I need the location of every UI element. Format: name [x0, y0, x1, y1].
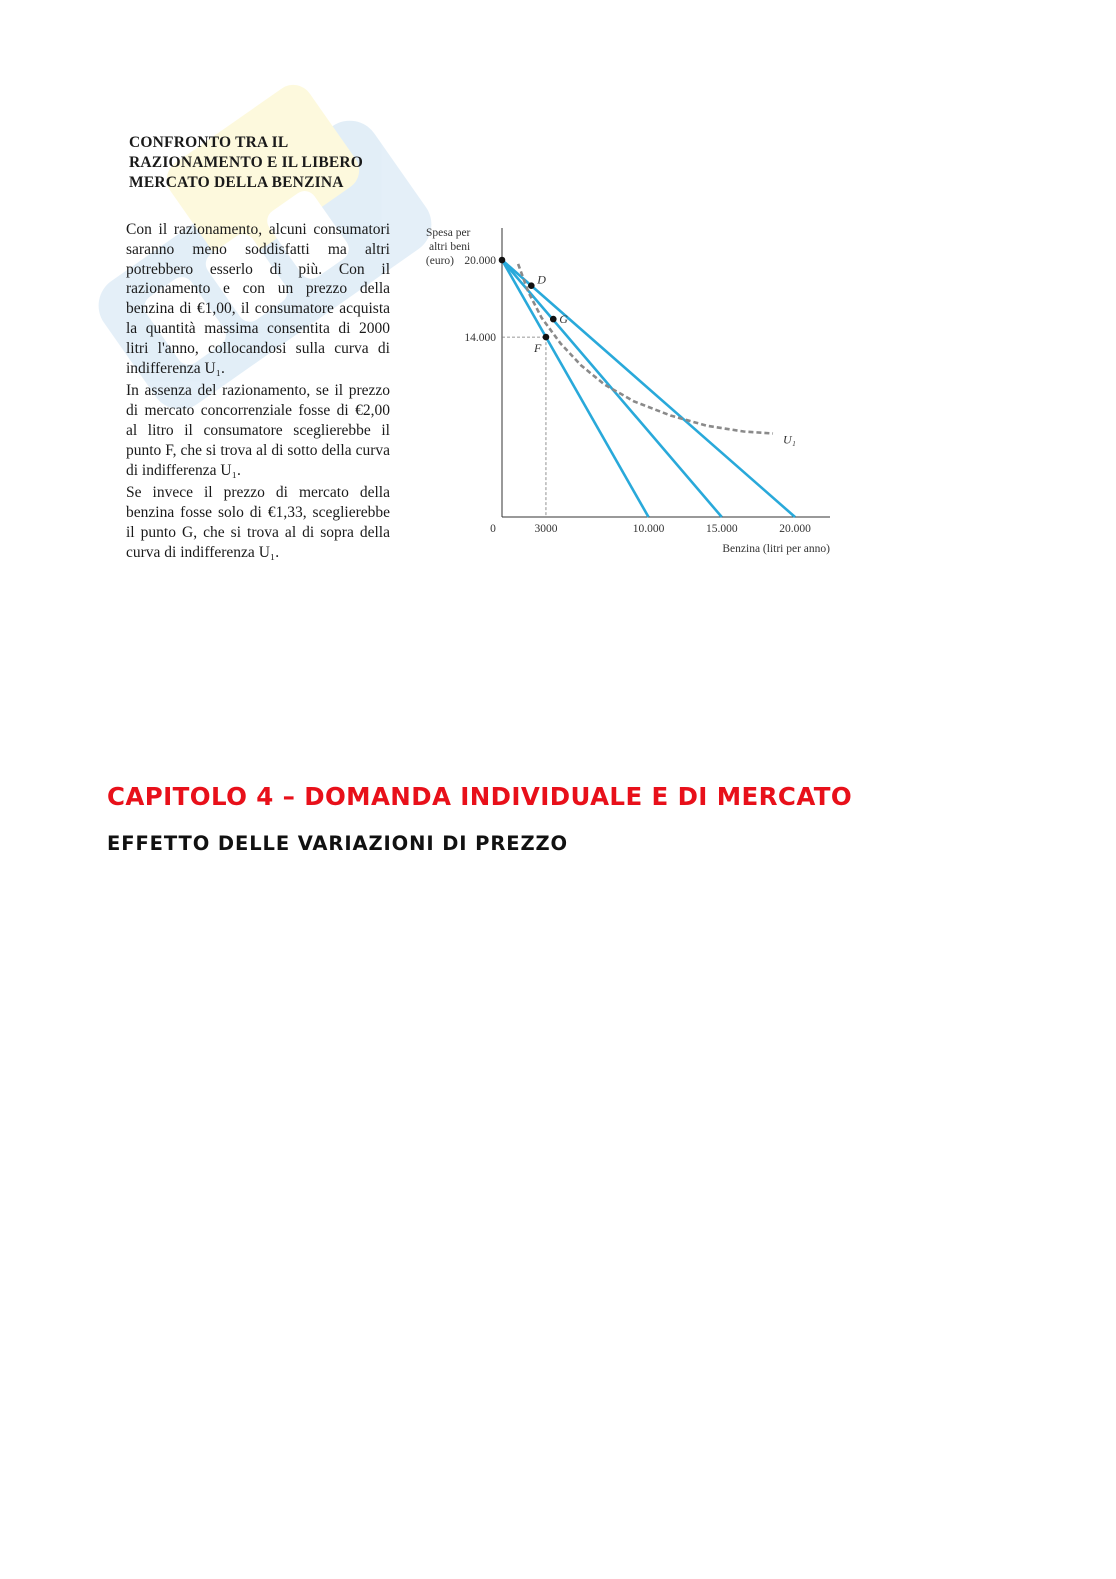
- budget-line: [502, 260, 722, 517]
- x-tick-label: 3000: [534, 523, 558, 535]
- rationing-chart: [395, 220, 840, 565]
- chart-axes: [502, 228, 830, 517]
- chart-labels: [426, 227, 830, 555]
- point-label: F: [533, 341, 542, 356]
- point-marker: [499, 257, 506, 264]
- point-label: G: [559, 312, 568, 327]
- section-title: EFFETTO DELLE VARIAZIONI DI PREZZO: [107, 832, 569, 855]
- y-axis-label: (euro): [425, 255, 454, 267]
- caption-paragraph: Con il razionamento, alcuni consumatori saranno meno soddisfatti ma altri potrebbero esserlo di più. Con il razionamento e con un prezzo della benzina di €1,00, il consumatore acquista la quantità massima consentita di 2000 litri l'anno, collocandosi sulla curva di indifferenza U₁.: [126, 221, 390, 377]
- y-axis-label: Spesa per: [426, 227, 471, 239]
- figure-title: CONFRONTO TRA IL RAZIONAMENTO E IL LIBERO MERCATO DELLA BENZINA: [129, 134, 364, 191]
- point-marker: [543, 334, 550, 341]
- origin-label: 0: [490, 523, 496, 535]
- x-tick-label: 10.000: [632, 523, 665, 535]
- budget-line: [502, 260, 649, 517]
- y-tick-label: 20.000: [464, 255, 496, 267]
- point-label: D: [537, 272, 546, 287]
- y-axis-label: altri beni: [429, 241, 471, 253]
- point-marker: [550, 316, 557, 323]
- figure-caption: [126, 220, 390, 566]
- x-axis-label: Benzina (litri per anno): [722, 543, 830, 555]
- point-marker: [528, 282, 535, 289]
- indifference-curve: [518, 264, 773, 434]
- chart-guides: [502, 337, 546, 517]
- chapter-title: CAPITOLO 4 – DOMANDA INDIVIDUALE E DI MERCATO: [107, 782, 853, 811]
- y-tick-label: 14.000: [464, 332, 496, 345]
- caption-paragraph: Se invece il prezzo di mercato della benzina fosse solo di €1,33, sceglierebbe il punto G, che si trova al di sopra della curva di indifferenza U₁.: [126, 484, 390, 561]
- x-tick-label: 20.000: [779, 523, 811, 535]
- curve-label: U₁: [783, 432, 796, 447]
- x-tick-label: 15.000: [705, 523, 738, 535]
- indifference-curve-group: [518, 264, 773, 434]
- caption-paragraph: In assenza del razionamento, se il prezzo di mercato concorrenziale fosse di €2,00 al litro il consumatore sceglierebbe il punto F, che si trova al di sotto della curva di indifferenza U₁.: [126, 382, 390, 479]
